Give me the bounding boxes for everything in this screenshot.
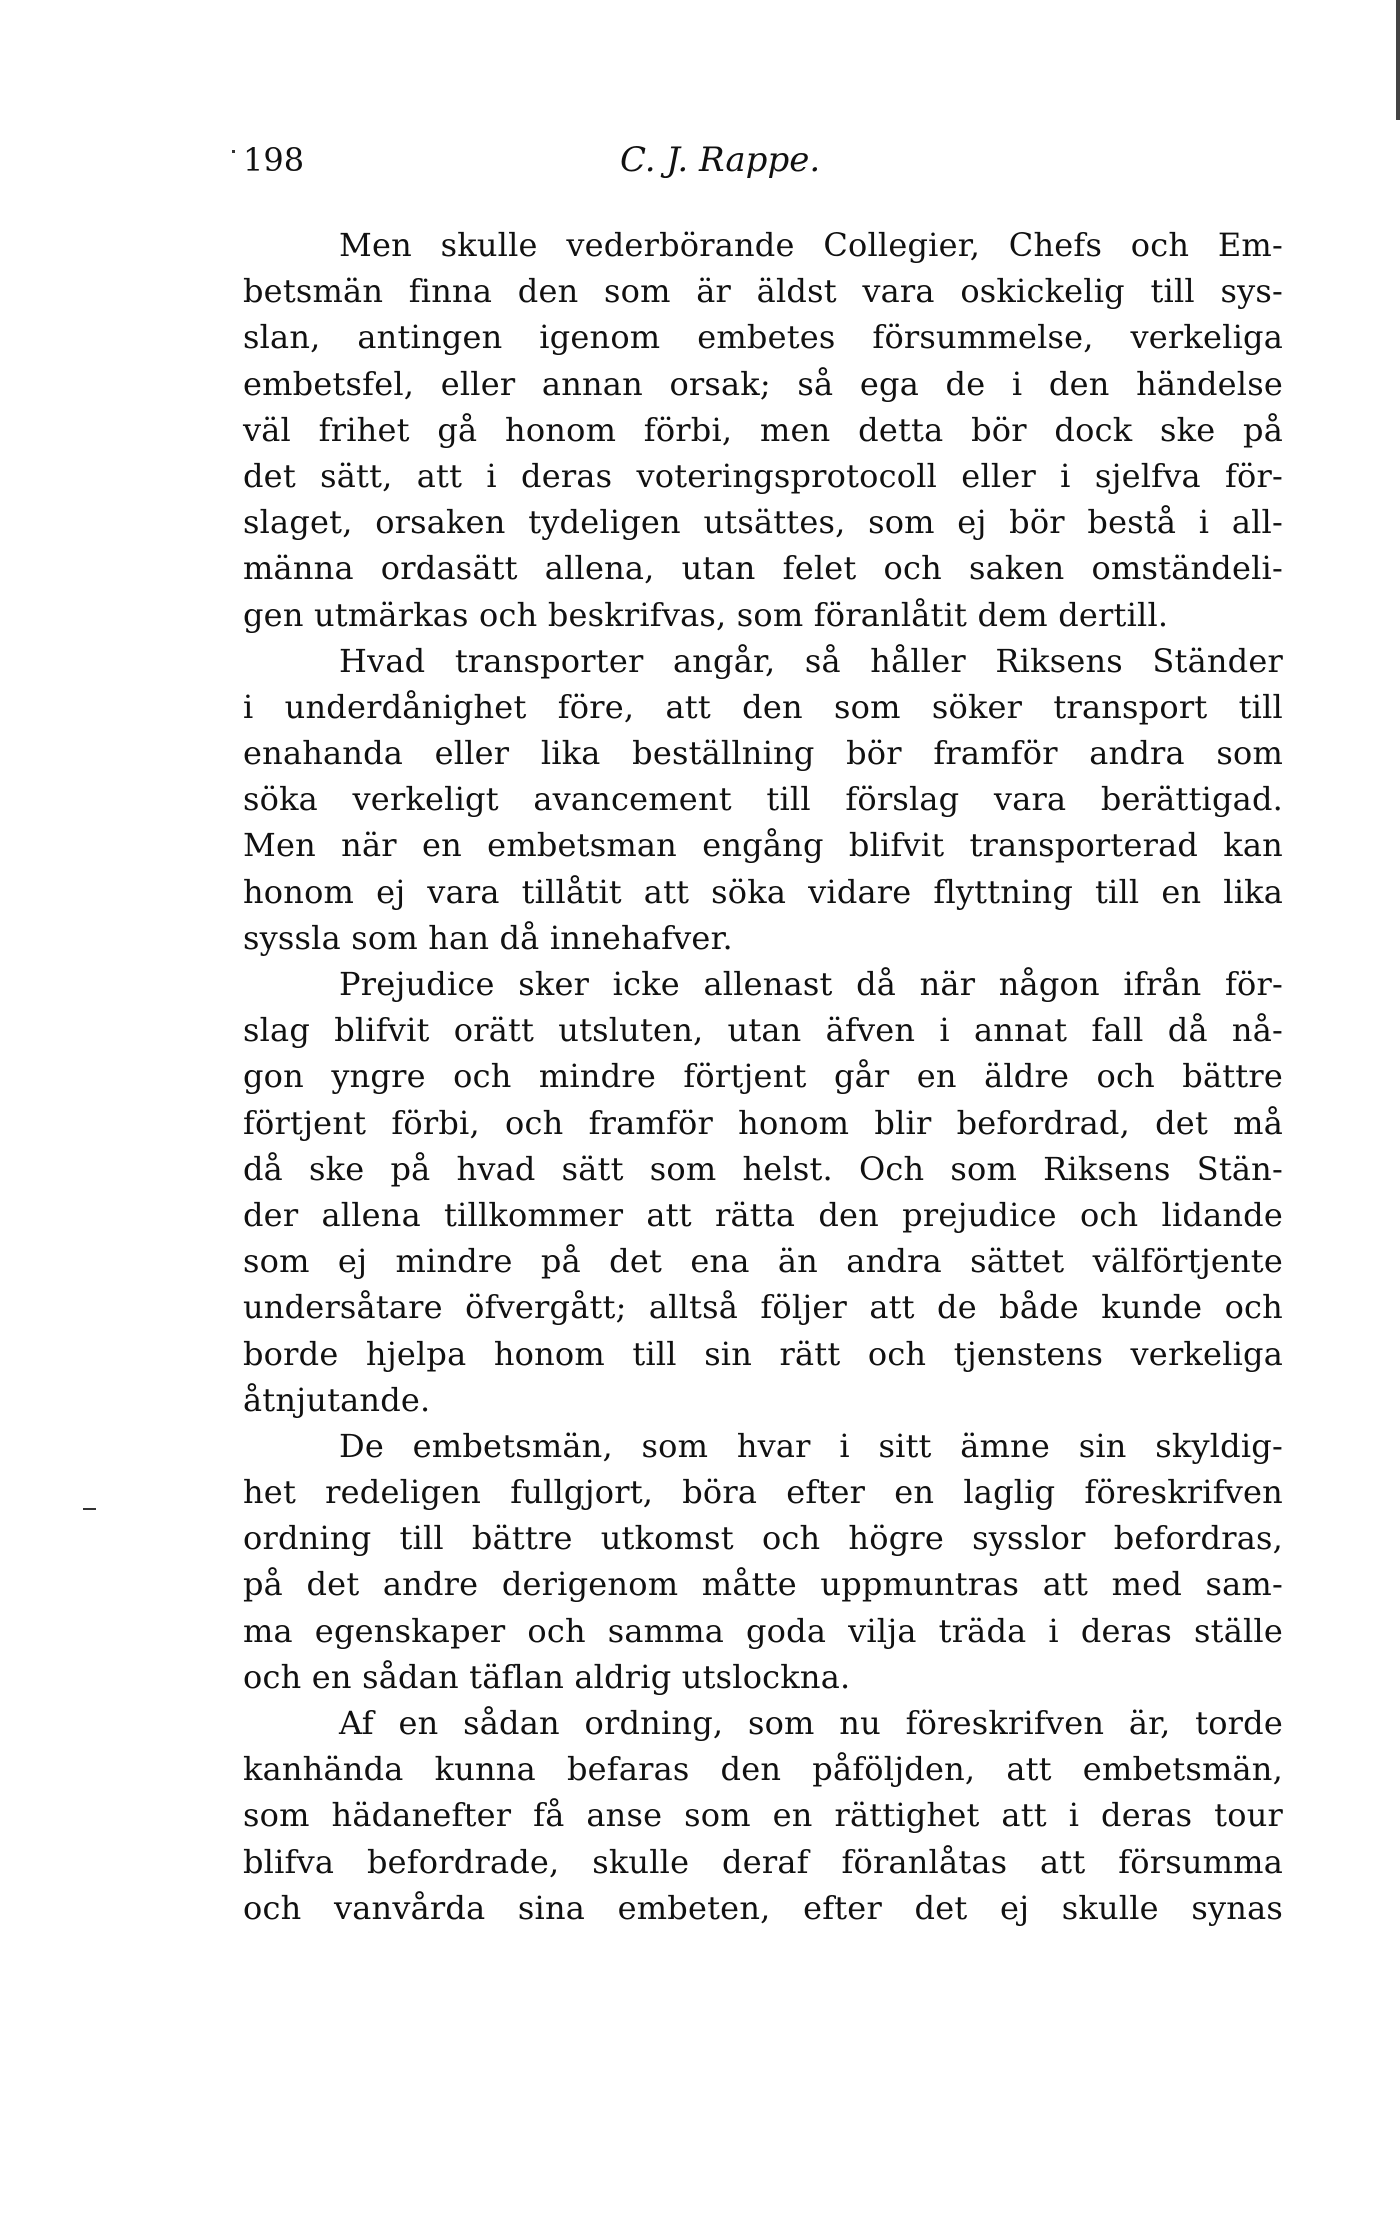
text-line: åtnjutande. [243,1380,431,1419]
text-line: betsmän finna den som är äldst vara oskickelig till sys- [243,272,1283,311]
paragraph [243,638,1283,961]
text-line: slan, antingen igenom embetes försummelse, verkeliga [243,318,1283,357]
paragraph [243,222,1283,638]
text-line: Af en sådan ordning, som nu föreskrifven är, torde [339,1704,1283,1742]
text-line: ma egenskaper och samma goda vilja träda i deras ställe [243,1611,1283,1650]
text-line: väl frihet gå honom förbi, men detta bör dock ske på [243,410,1283,449]
paragraph [243,1700,1283,1931]
paragraph [243,1423,1283,1700]
text-line: gen utmärkas och beskrifvas, som föranlåtit dem dertill. [243,595,1169,634]
paragraph [243,961,1283,1423]
text-line: Hvad transporter angår, så håller Riksens Ständer [339,641,1283,680]
text-line: het redeligen fullgjort, böra efter en laglig föreskrifven [243,1473,1283,1512]
text-line: gon yngre och mindre förtjent går en äldre och bättre [243,1057,1283,1096]
text-line: blifva befordrade, skulle deraf föranlåtas att försumma [243,1842,1283,1881]
body-text [243,222,1283,1931]
text-line: borde hjelpa honom till sin rätt och tjenstens verkeliga [243,1334,1283,1373]
text-line: det sätt, att i deras voteringsprotocoll eller i sjelfva för- [243,456,1283,495]
print-speck [83,1508,96,1510]
text-line: som ej mindre på det ena än andra sättet välförtjente [243,1242,1283,1281]
text-line: kanhända kunna befaras den påföljden, att embetsmän, [243,1750,1283,1789]
text-line: Prejudice sker icke allenast då när någon ifrån för- [339,965,1283,1003]
text-line: Men skulle vederbörande Collegier, Chefs och Em- [339,226,1283,264]
text-line: slag blifvit orätt utsluten, utan äfven i annat fall då nå- [243,1011,1283,1050]
text-line: förtjent förbi, och framför honom blir befordrad, det må [243,1103,1283,1142]
text-line: ordning till bättre utkomst och högre sysslor befordras, [243,1519,1283,1558]
running-head: C. J. Rappe. [620,140,821,180]
text-line: enahanda eller lika beställning bör framför andra som [243,734,1283,773]
text-line: honom ej vara tillåtit att söka vidare flyttning till en lika [243,872,1283,911]
text-line: der allena tillkommer att rätta den prejudice och lidande [243,1195,1283,1234]
text-line: och vanvårda sina embeten, efter det ej skulle synas [243,1888,1283,1927]
page-header [243,140,1283,190]
text-line: männa ordasätt allena, utan felet och saken omständeli- [243,549,1283,588]
text-line: slaget, orsaken tydeligen utsättes, som ej bör bestå i all- [243,503,1283,542]
text-line: söka verkeligt avancement till förslag vara berättigad. [243,780,1283,819]
text-line: De embetsmän, som hvar i sitt ämne sin skyldig- [339,1426,1283,1465]
page-edge-line [1396,0,1400,120]
text-line: Men när en embetsman engång blifvit transporterad kan [243,826,1283,865]
text-line: och en sådan täflan aldrig utslockna. [243,1657,851,1696]
text-line: som hädanefter få anse som en rättighet att i deras tour [243,1796,1283,1835]
page-number: 198 [243,141,305,179]
text-line: undersåtare öfvergått; alltså följer att de både kunde och [243,1288,1283,1327]
text-line: embetsfel, eller annan orsak; så ega de i den händelse [243,364,1283,403]
print-speck [232,150,235,153]
text-line: på det andre derigenom måtte uppmuntras att med sam- [243,1565,1283,1604]
text-line: syssla som han då innehafver. [243,918,733,957]
text-line: då ske på hvad sätt som helst. Och som Riksens Stän- [243,1149,1283,1188]
text-line: i underdånighet före, att den som söker transport till [243,687,1283,726]
